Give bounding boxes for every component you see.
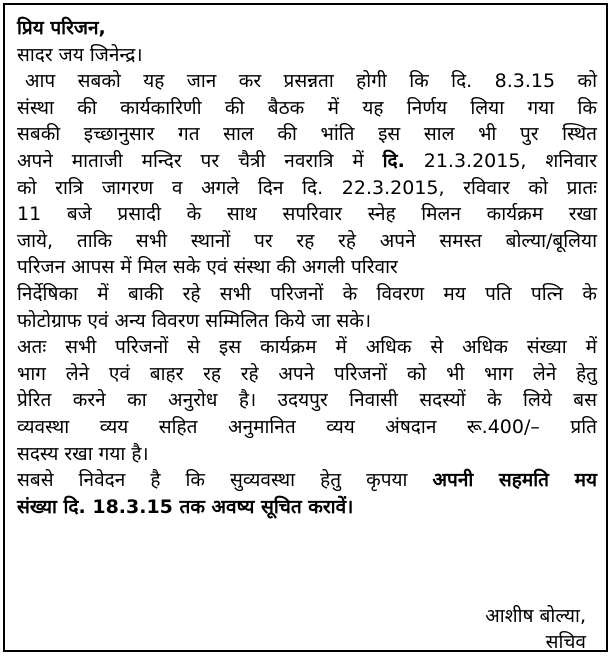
signatory-name: आशीष बोल्या, [485, 605, 586, 627]
greeting: सादर जय जिनेन्द्र। [17, 43, 143, 66]
para1-line10: फोटोग्राफ एवं अन्य विवरण सम्मिलित किये जा सके। [17, 309, 372, 332]
para2-line4: व्यवस्था व्यय सहित अनुमानित व्यय अंषदान रू.400/– प्रति [17, 415, 597, 438]
para1-line4 [17, 148, 597, 175]
consent-request: अपनी सहमति मय [432, 469, 597, 492]
para1-line6: 11 बजे प्रसादी के साथ सपरिवार स्नेह मिलन कार्यक्रम रखा [17, 203, 597, 226]
para3-line1-text: सबसे निवेदन है कि सुव्यवस्था हेतु कृपया [17, 469, 408, 492]
para2-line2: भाग लेने एवं बाहर रह रहे अपने परिजनों को भी भाग लेने हेतु [17, 362, 597, 385]
letter-body [17, 15, 597, 520]
para2-line5: सदस्य रखा गया है। [17, 442, 149, 465]
para1-line4-text: अपने माताजी मन्दिर पर चैत्री नवरात्रि में [17, 149, 364, 172]
para2-line1: अतः सभी परिजनों से इस कार्यक्रम में अधिक से अधिक संख्या में [17, 336, 597, 359]
para1-line1: आप सबको यह जान कर प्रसन्नता होगी कि दि. 8.3.15 को [25, 70, 597, 93]
salutation: प्रिय परिजन, [17, 17, 106, 39]
signature-block [485, 603, 586, 655]
letter-frame [3, 3, 608, 652]
para1-line3: सबकी इच्छानुसार गत साल की भांति इस साल भी पुर स्थित [17, 123, 597, 146]
para3-line1 [17, 467, 597, 494]
para1-line2: संस्था की कार्यकारिणी की बैठक में यह निर्णय लिया गया कि [17, 96, 597, 119]
para1-line5: को रात्रि जागरण व अगले दिन दि. 22.3.2015, रविवार को प्रातः [17, 176, 597, 199]
event-date: 21.3.2015, शनिवार [423, 149, 597, 172]
para1-line7: जाये, ताकि सभी स्थानों पर रह रहे अपने समस्त बोल्या/बूलिया [17, 229, 597, 252]
para3-line2: संख्या दि. 18.3.15 तक अवष्य सूचित करावें। [17, 495, 354, 518]
para2-line3: प्रेरित करने का अनुरोध है। उदयपुर निवासी सदस्यों के लिये बस [17, 389, 597, 412]
signatory-title: सचिव [545, 631, 586, 653]
para1-line9: निर्देषिका में बाकी रहे सभी परिजनों के विवरण मय पति पत्नि के [17, 282, 597, 305]
event-date-prefix: दि. [382, 149, 405, 172]
para1-line8: परिजन आपस में मिल सके एवं संस्था की अगली परिवार [17, 256, 398, 279]
